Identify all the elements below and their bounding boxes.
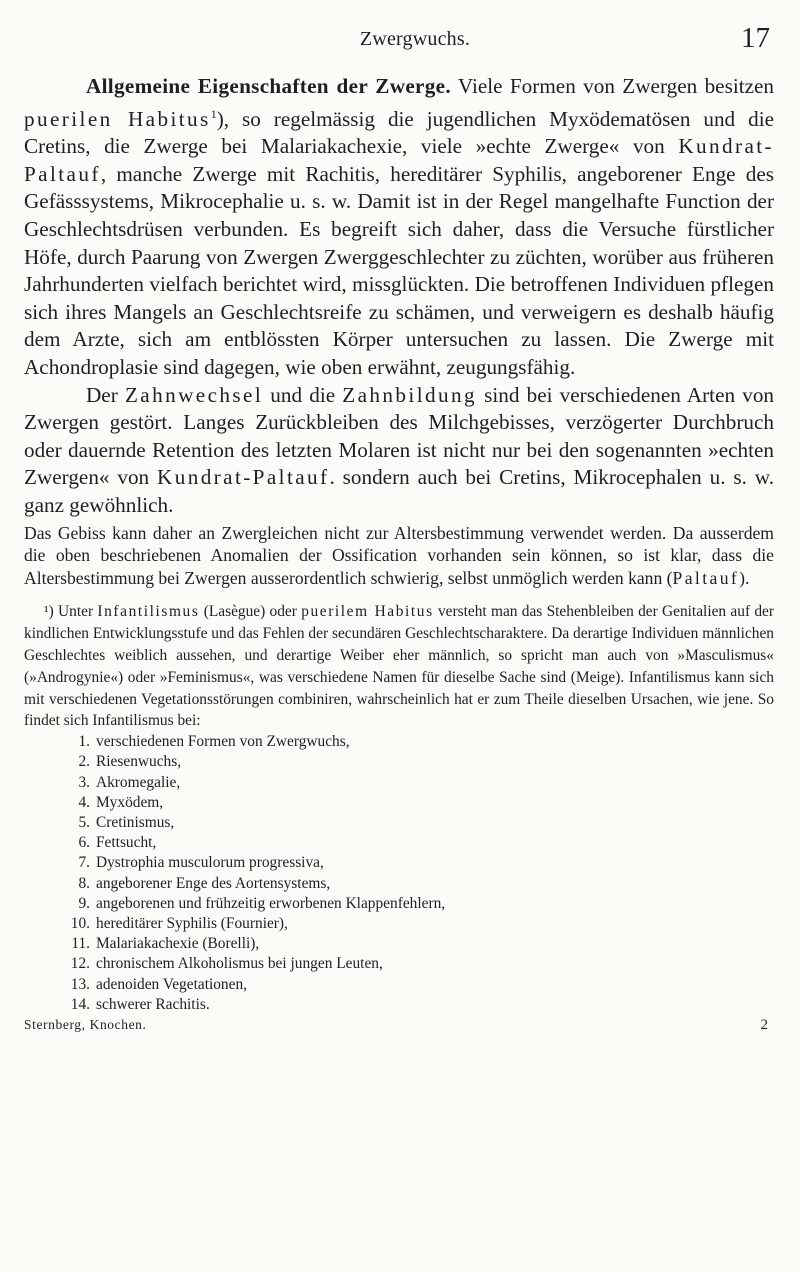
signature-publisher: Sternberg, Knochen. — [24, 1016, 147, 1032]
running-title: Zwergwuchs. — [359, 28, 471, 50]
paragraph-age-determination — [24, 522, 774, 590]
list-item-text: chronischem Alkoholismus bei jungen Leuten, — [96, 955, 383, 973]
footnote-ref: 1 — [210, 106, 217, 121]
text-run: und die — [263, 382, 343, 407]
list-item-text: Myxödem, — [96, 793, 164, 811]
list-item-number: 3. — [78, 773, 90, 791]
text-run: versteht man das Stehenbleiben der Genitalien auf der kindlichen Entwicklungsstufe und das Fehlen der secundären Geschlechtscharaktere. Da derartige Individuen männlichen Geschlechtes weiblich aussehen, und derartige Weiber eher männlich, so spricht man auch von »Masculismus« (»Androgynie«) oder »Feminismus«, was verschiedene Namen für dieselbe Sache sind (Meige). Infantilismus kann sich mit verschiedenen Vegetationsstörungen combiniren, wahrscheinlich hat er zum Theile dieselben Ursachen, wie jene. So findet sich Infantilismus bei: — [24, 603, 775, 730]
text-run: ). — [739, 567, 750, 588]
list-item-number: 7. — [78, 854, 90, 872]
text-run: . sondern auch bei Cretins, Mikrocephalen u. s. w. ganz gewöhnlich. — [24, 465, 774, 517]
signature-line — [24, 1015, 774, 1035]
list-item — [68, 954, 774, 974]
list-item-text: Malariakachexie (Borelli), — [96, 935, 260, 953]
spaced-term: Kundrat-Paltauf — [157, 465, 330, 490]
spaced-term: Paltauf — [672, 567, 740, 588]
list-item-text: verschiedenen Formen von Zwergwuchs, — [96, 733, 350, 751]
text-run: Unter — [58, 603, 98, 621]
list-item — [68, 894, 774, 914]
list-item — [68, 995, 774, 1015]
list-item-number: 10. — [70, 914, 90, 932]
text-run: sind bei verschiedenen Arten von Zwergen gestört. Langes Zurückbleiben des Milchgebisses, verzögerter Durchbruch oder dauernde Retention des letzten Molaren ist nicht nur bei den sogenannten »echten Zwergen« von — [24, 382, 775, 490]
list-item — [68, 813, 774, 833]
footnote-mark: ¹) — [44, 603, 59, 621]
list-item-number: 12. — [70, 955, 90, 973]
paragraph-general-properties — [24, 73, 774, 382]
spaced-term: Zahnwechsel — [124, 382, 264, 407]
page-header — [60, 20, 770, 54]
list-item-number: 14. — [70, 995, 90, 1013]
text-run: Der — [86, 382, 125, 407]
list-item — [68, 773, 774, 793]
spaced-term: Kundrat-Paltauf — [24, 134, 774, 186]
footnote-list — [24, 732, 774, 1015]
page-body — [24, 73, 774, 1035]
paragraph-teeth — [24, 382, 774, 520]
list-item — [68, 853, 774, 873]
spaced-term: puerilem Habitus — [301, 603, 434, 621]
page-number: 17 — [741, 22, 770, 54]
section-heading: Allgemeine Eigenschaften der Zwerge. — [86, 74, 451, 98]
list-item-number: 8. — [78, 874, 90, 892]
footnote — [24, 601, 774, 1015]
list-item — [68, 934, 774, 954]
list-item-text: Akromegalie, — [96, 773, 181, 791]
list-item-text: angeborener Enge des Aortensystems, — [96, 874, 331, 892]
list-item-number: 9. — [78, 894, 90, 912]
main-text — [24, 73, 774, 520]
list-item-text: adenoiden Vegetationen, — [96, 975, 248, 993]
list-item-text: Cretinismus, — [96, 813, 175, 831]
list-item — [68, 752, 774, 772]
text-run: , manche Zwerge mit Rachitis, hereditärer Syphilis, angeborener Enge des Gefässsystems, Mikrocephalie u. s. w. Damit ist in der Regel mangelhafte Function der Geschlechtsdrüsen verbunden. Es begreift sich daher, dass die Versuche fürstlicher Höfe, durch Paarung von Zwergen Zwerggeschlechter zu züchten, worüber aus früheren Jahrhunderten vielfach berichtet wird, missglückten. Die betroffenen Individuen pflegen sich ihres Mangels an Geschlechtsreife zu schämen, und verweigern es deshalb häufig dem Arzte, sich am entblössten Körper untersuchen zu lassen. Die Zwerge mit Achondroplasie sind dagegen, wie oben erwähnt, zeugungsfähig. — [24, 161, 774, 379]
footnote-text — [24, 601, 774, 732]
text-run: ), so regelmässig die jugendlichen Myxödematösen und die Cretins, die Zwerge bei Malariakachexie, viele »echte Zwerge« von — [24, 106, 774, 159]
list-item-number: 5. — [78, 813, 90, 831]
list-item-text: angeborenen und frühzeitig erworbenen Klappenfehlern, — [96, 894, 446, 912]
list-item-text: Fettsucht, — [96, 834, 157, 852]
list-item-number: 6. — [78, 834, 90, 852]
list-item-number: 2. — [78, 753, 90, 771]
list-item — [68, 793, 774, 813]
text-run: Viele Formen von Zwergen besitzen — [450, 74, 774, 98]
list-item — [68, 914, 774, 934]
list-item — [68, 732, 774, 752]
list-item-number: 4. — [78, 793, 90, 811]
list-item-text: schwerer Rachitis. — [96, 995, 210, 1013]
list-item-number: 13. — [70, 975, 90, 993]
text-run: (Lasègue) oder — [199, 603, 302, 621]
spaced-term: Zahnbildung — [342, 382, 477, 407]
list-item — [68, 833, 774, 853]
list-item-text: Riesenwuchs, — [96, 753, 182, 771]
spaced-term: Infantilismus — [97, 603, 200, 621]
text-run: Das Gebiss kann daher an Zwergleichen nicht zur Altersbestimmung verwendet werden. Da ausserdem die oben beschriebenen Anomalien der Ossification vorhanden sein können, so ist klar, dass die Altersbestimmung bei Zwergen ausserordentlich schwierig, selbst unmöglich werden kann ( — [24, 522, 774, 588]
list-item-text: Dystrophia musculorum progressiva, — [96, 854, 324, 872]
list-item — [68, 874, 774, 894]
spaced-term: puerilen Habitus — [24, 106, 211, 131]
list-item-number: 11. — [71, 935, 90, 953]
sheet-number: 2 — [760, 1016, 768, 1033]
list-item — [68, 975, 774, 995]
list-item-text: hereditärer Syphilis (Fournier), — [96, 914, 288, 932]
list-item-number: 1. — [78, 733, 90, 751]
